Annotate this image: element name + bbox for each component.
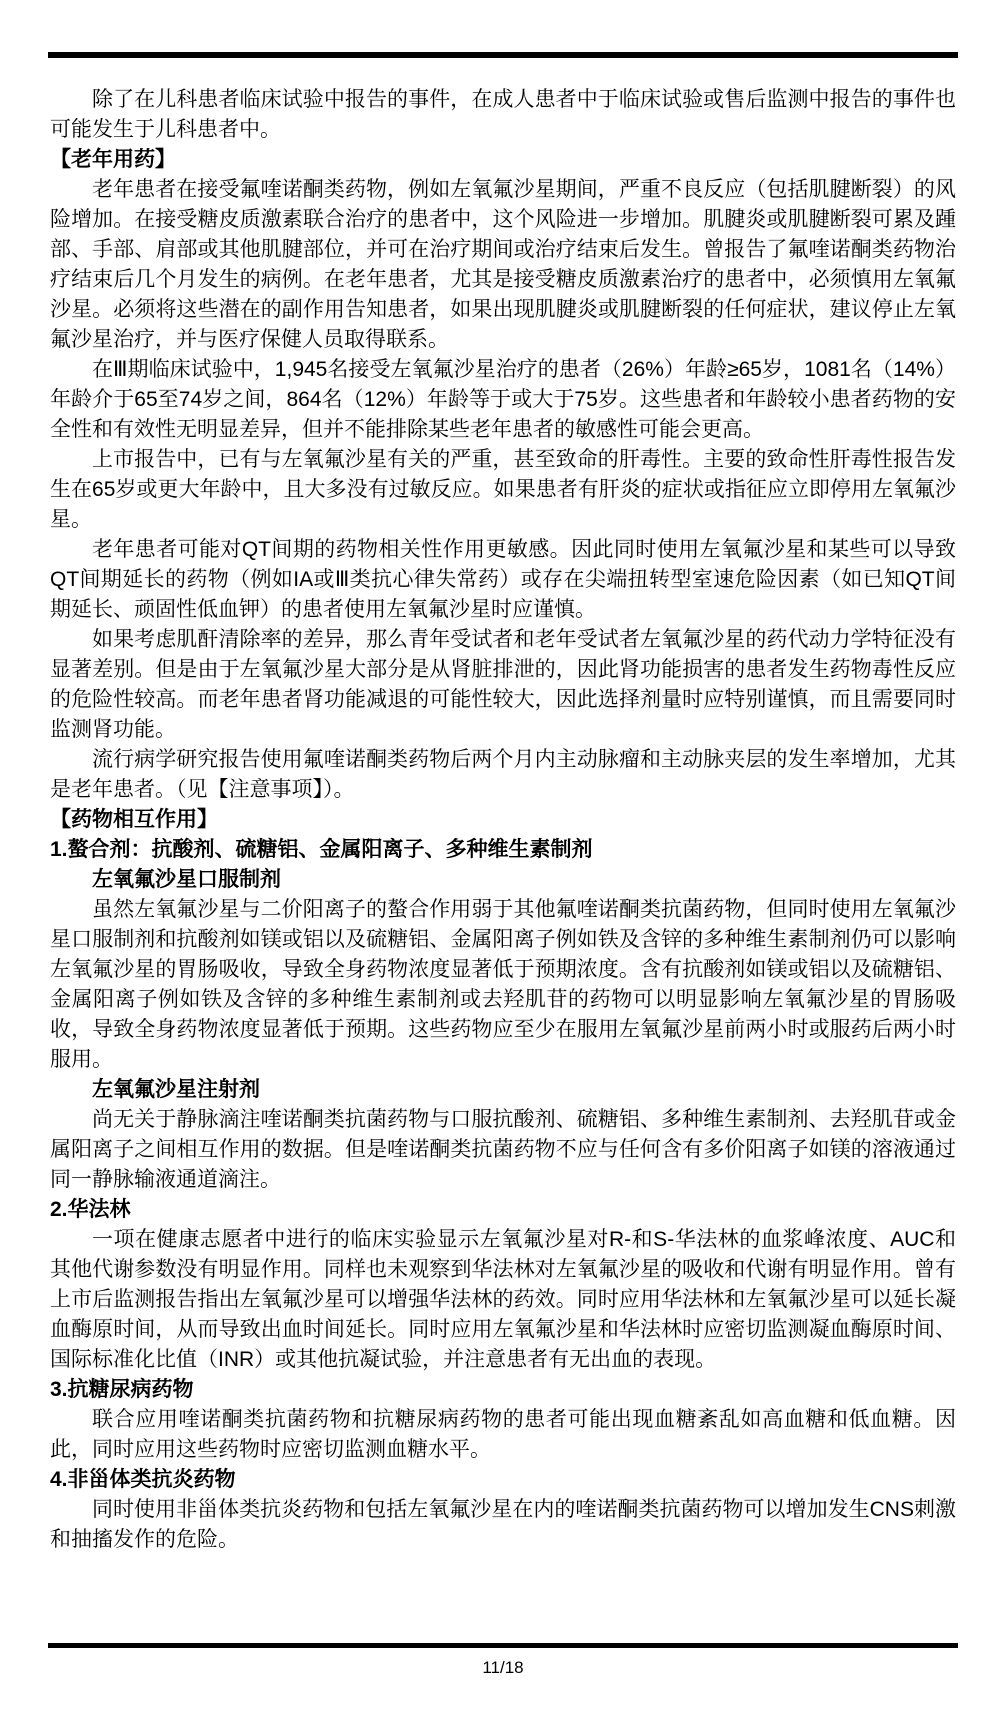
document-body (50, 85, 956, 1555)
paragraph: 除了在儿科患者临床试验中报告的事件，在成人患者中于临床试验或售后监测中报告的事件也可能发生于儿科患者中。 (50, 88, 956, 141)
section-heading: 【老年用药】 (50, 148, 176, 171)
paragraph: 老年患者在接受氟喹诺酮类药物，例如左氧氟沙星期间，严重不良反应（包括肌腱断裂）的风险增加。在接受糖皮质激素联合治疗的患者中，这个风险进一步增加。肌腱炎或肌腱断裂可累及踵部、手部、肩部或其他肌腱部位，并可在治疗期间或治疗结束后发生。曾报告了氟喹诺酮类药物治疗结束后几个月发生的病例。在老年患者，尤其是接受糖皮质激素治疗的患者中，必须慎用左氧氟沙星。必须将这些潜在的副作用告知患者，如果出现肌腱炎或肌腱断裂的任何症状，建议停止左氧氟沙星治疗，并与医疗保健人员取得联系。 (50, 178, 956, 351)
paragraph: 流行病学研究报告使用氟喹诺酮类药物后两个月内主动脉瘤和主动脉夹层的发生率增加，尤其是老年患者。（见【注意事项】）。 (50, 748, 956, 801)
paragraph: 尚无关于静脉滴注喹诺酮类抗菌药物与口服抗酸剂、硫糖铝、多种维生素制剂、去羟肌苷或金属阳离子之间相互作用的数据。但是喹诺酮类抗菌药物不应与任何含有多价阳离子如镁的溶液通过同一静脉输液通道滴注。 (50, 1108, 956, 1191)
section-heading: 【药物相互作用】 (50, 808, 218, 831)
numbered-heading: 4.非甾体类抗炎药物 (50, 1468, 236, 1491)
numbered-heading: 3.抗糖尿病药物 (50, 1378, 194, 1401)
paragraph: 上市报告中，已有与左氧氟沙星有关的严重，甚至致命的肝毒性。主要的致命性肝毒性报告发生在65岁或更大年龄中，且大多没有过敏反应。如果患者有肝炎的症状或指征应立即停用左氧氟沙星。 (50, 448, 956, 531)
paragraph: 联合应用喹诺酮类抗菌药物和抗糖尿病药物的患者可能出现血糖紊乱如高血糖和低血糖。因此，同时应用这些药物时应密切监测血糖水平。 (50, 1408, 956, 1461)
header-rule (48, 52, 958, 58)
paragraph: 同时使用非甾体类抗炎药物和包括左氧氟沙星在内的喹诺酮类抗菌药物可以增加发生CNS刺激和抽搐发作的危险。 (50, 1498, 956, 1551)
page-number: 11/18 (482, 1658, 524, 1677)
paragraph: 如果考虑肌酐清除率的差异，那么青年受试者和老年受试者左氧氟沙星的药代动力学特征没有显著差别。但是由于左氧氟沙星大部分是从肾脏排泄的，因此肾功能损害的患者发生药物毒性反应的危险性较高。而老年患者肾功能减退的可能性较大，因此选择剂量时应特别谨慎，而且需要同时监测肾功能。 (50, 628, 956, 741)
paragraph: 一项在健康志愿者中进行的临床实验显示左氧氟沙星对R-和S-华法林的血浆峰浓度、AUC和其他代谢参数没有明显作用。同样也未观察到华法林对左氧氟沙星的吸收和代谢有明显作用。曾有上市后监测报告指出左氧氟沙星可以增强华法林的药效。同时应用华法林和左氧氟沙星可以延长凝血酶原时间，从而导致出血时间延长。同时应用左氧氟沙星和华法林时应密切监测凝血酶原时间、国际标准化比值（INR）或其他抗凝试验，并注意患者有无出血的表现。 (50, 1228, 956, 1371)
paragraph: 老年患者可能对QT间期的药物相关性作用更敏感。因此同时使用左氧氟沙星和某些可以导致QT间期延长的药物（例如IA或Ⅲ类抗心律失常药）或存在尖端扭转型室速危险因素（如已知QT间期延长、顽固性低血钾）的患者使用左氧氟沙星时应谨慎。 (50, 538, 956, 621)
sub-heading: 左氧氟沙星注射剂 (92, 1078, 260, 1101)
paragraph: 虽然左氧氟沙星与二价阳离子的螯合作用弱于其他氟喹诺酮类抗菌药物，但同时使用左氧氟沙星口服制剂和抗酸剂如镁或铝以及硫糖铝、金属阳离子例如铁及含锌的多种维生素制剂仍可以影响左氧氟沙星的胃肠吸收，导致全身药物浓度显著低于预期浓度。含有抗酸剂如镁或铝以及硫糖铝、金属阳离子例如铁及含锌的多种维生素制剂或去羟肌苷的药物可以明显影响左氧氟沙星的胃肠吸收，导致全身药物浓度显著低于预期。这些药物应至少在服用左氧氟沙星前两小时或服药后两小时服用。 (50, 898, 956, 1071)
numbered-heading: 2.华法林 (50, 1198, 131, 1221)
numbered-heading: 1.螯合剂：抗酸剂、硫糖铝、金属阳离子、多种维生素制剂 (50, 838, 593, 861)
footer-rule (48, 1643, 958, 1648)
sub-heading: 左氧氟沙星口服制剂 (92, 868, 281, 891)
paragraph: 在Ⅲ期临床试验中，1,945名接受左氧氟沙星治疗的患者（26%）年龄≥65岁，1081名（14%）年龄介于65至74岁之间，864名（12%）年龄等于或大于75岁。这些患者和年龄较小患者药物的安全性和有效性无明显差异，但并不能排除某些老年患者的敏感性可能会更高。 (50, 358, 956, 441)
